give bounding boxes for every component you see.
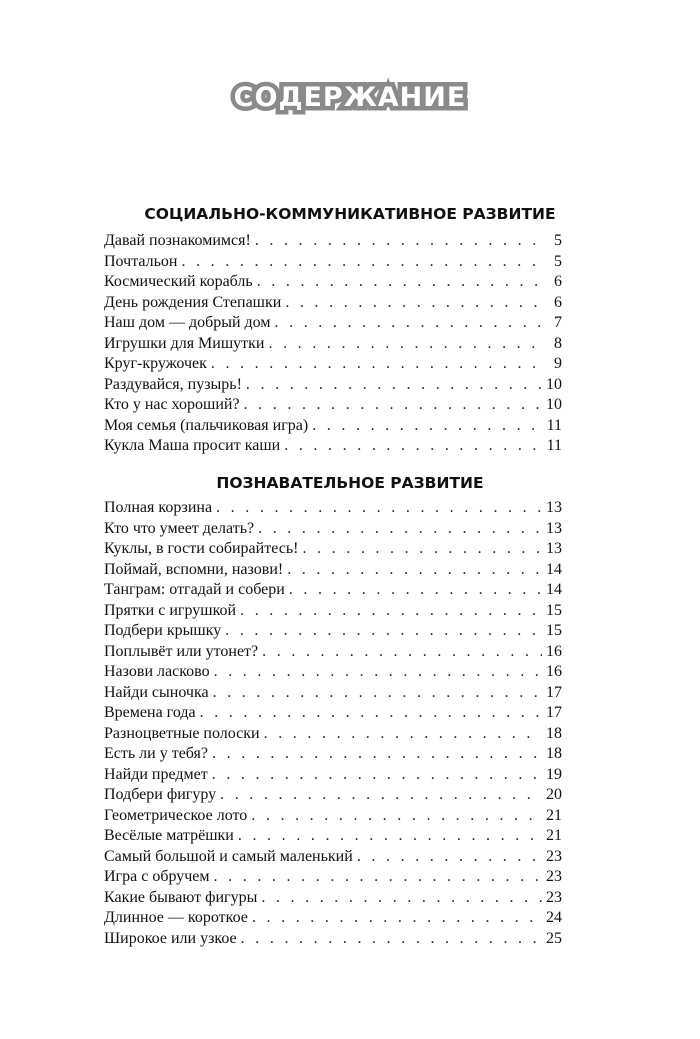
toc-entry-title: Есть ли у тебя? xyxy=(104,745,209,762)
toc-entry-title: Кукла Маша просит каши xyxy=(104,437,281,454)
toc-entry[interactable] xyxy=(104,765,562,786)
toc-entry[interactable] xyxy=(104,703,562,724)
dot-leader xyxy=(181,252,544,273)
toc-entry-page-number: 25 xyxy=(546,929,562,947)
dot-leader xyxy=(212,744,542,765)
toc-entry-page-number: 21 xyxy=(546,806,562,824)
toc-entry[interactable] xyxy=(104,683,562,704)
dot-leader xyxy=(258,519,542,540)
toc-list xyxy=(104,231,562,457)
toc-entry[interactable] xyxy=(104,929,562,950)
toc-entry[interactable] xyxy=(104,416,562,437)
toc-entry-title: Игра с обручем xyxy=(104,868,210,885)
toc-entry[interactable] xyxy=(104,888,562,909)
toc-entry-page-number: 11 xyxy=(546,416,562,434)
dot-leader xyxy=(262,642,542,663)
dot-leader xyxy=(285,293,544,314)
toc-entry[interactable] xyxy=(104,560,562,581)
toc-entry-title: Моя семья (пальчиковая игра) xyxy=(104,416,309,434)
toc-entry-title: Танграм: отгадай и собери xyxy=(104,581,285,598)
toc-entry-title: Поймай, вспомни, назови! xyxy=(104,560,284,578)
dot-leader xyxy=(289,580,542,601)
toc-entry[interactable] xyxy=(104,806,562,827)
toc-entry-title: Длинное — короткое xyxy=(104,909,248,926)
toc-entry-page-number: 7 xyxy=(554,314,562,331)
toc-entry-page-number: 18 xyxy=(546,724,562,742)
toc-entry-title: Подбери крышку xyxy=(104,622,222,639)
toc-entry-title: Широкое или узкое xyxy=(104,929,237,947)
page-title: СОДЕРЖАНИЕ xyxy=(233,82,467,113)
toc-entry[interactable] xyxy=(104,272,562,293)
dot-leader xyxy=(244,395,542,416)
toc-entry-title: Почтальон xyxy=(104,252,178,270)
section-heading: ПОЗНАВАТЕЛЬНОЕ РАЗВИТИЕ xyxy=(216,474,484,492)
toc-entry[interactable] xyxy=(104,580,562,601)
toc-entry-title: Кто что умеет делать? xyxy=(104,519,255,537)
toc-entry[interactable] xyxy=(104,724,562,745)
toc-entry-page-number: 13 xyxy=(546,540,562,557)
dot-leader xyxy=(264,724,542,745)
toc-entry-title: Полная корзина xyxy=(104,499,213,516)
toc-entry-page-number: 6 xyxy=(554,273,562,290)
dot-leader xyxy=(302,539,542,560)
toc-entry-title: Наш дом — добрый дом xyxy=(104,314,271,331)
toc-entry-page-number: 18 xyxy=(546,745,562,762)
dot-leader xyxy=(268,334,544,355)
toc-entry[interactable] xyxy=(104,601,562,622)
dot-leader xyxy=(312,416,542,437)
toc-entry-title: Времена года xyxy=(104,704,196,721)
toc-entry[interactable] xyxy=(104,498,562,519)
toc-entry-title: Прятки с игрушкой xyxy=(104,601,237,619)
toc-entry-page-number: 17 xyxy=(546,704,562,721)
toc-entry[interactable] xyxy=(104,621,562,642)
toc-entry-title: Давай познакомимся! xyxy=(104,232,251,249)
toc-entry-title: Космический корабль xyxy=(104,273,253,290)
toc-entry-page-number: 6 xyxy=(554,293,562,311)
toc-entry-title: Самый большой и самый маленький xyxy=(104,847,353,865)
toc-entry[interactable] xyxy=(104,662,562,683)
toc-entry-page-number: 13 xyxy=(546,499,562,516)
dot-leader xyxy=(225,621,542,642)
toc-entry-title: Подбери фигуру xyxy=(104,786,217,803)
dot-leader xyxy=(211,354,544,375)
toc-entry-page-number: 5 xyxy=(554,252,562,270)
dot-leader xyxy=(255,231,544,252)
dot-leader xyxy=(214,662,542,683)
toc-entry[interactable] xyxy=(104,231,562,252)
toc-entry-page-number: 15 xyxy=(546,601,562,619)
toc-entry-title: Куклы, в гости собирайтесь! xyxy=(104,540,299,557)
toc-entry-page-number: 23 xyxy=(546,888,562,906)
dot-leader xyxy=(214,867,542,888)
dot-leader xyxy=(238,826,542,847)
toc-entry-title: Найди предмет xyxy=(104,765,208,783)
toc-entry[interactable] xyxy=(104,313,562,334)
section-heading: СОЦИАЛЬНО-КОММУНИКАТИВНОЕ РАЗВИТИЕ xyxy=(144,205,556,223)
toc-entry[interactable] xyxy=(104,847,562,868)
toc-entry-page-number: 17 xyxy=(546,683,562,701)
toc-entry-page-number: 24 xyxy=(546,909,562,926)
toc-entry-page-number: 21 xyxy=(546,827,562,844)
toc-entry-page-number: 8 xyxy=(554,334,562,352)
toc-entry-title: Игрушки для Мишутки xyxy=(104,334,265,352)
dot-leader xyxy=(246,375,542,396)
toc-entry-title: Назови ласково xyxy=(104,663,210,680)
toc-entry[interactable] xyxy=(104,826,562,847)
toc-entry-page-number: 23 xyxy=(546,847,562,865)
toc-entry-title: Круг-кружочек xyxy=(104,355,207,372)
toc-entry[interactable] xyxy=(104,436,562,457)
dot-leader xyxy=(275,313,545,334)
toc-entry[interactable] xyxy=(104,519,562,540)
toc-entry-title: Кто у нас хороший? xyxy=(104,396,240,413)
toc-list xyxy=(104,498,562,949)
toc-entry-page-number: 14 xyxy=(546,560,562,578)
dot-leader xyxy=(240,601,542,622)
toc-entry-page-number: 23 xyxy=(546,868,562,885)
toc-entry-page-number: 10 xyxy=(546,396,562,413)
toc-entry-title: Разноцветные полоски xyxy=(104,724,260,742)
toc-entry[interactable] xyxy=(104,375,562,396)
toc-entry-title: Поплывёт или утонет? xyxy=(104,642,259,660)
toc-entry-page-number: 16 xyxy=(546,642,562,660)
toc-entry-page-number: 13 xyxy=(546,519,562,537)
dot-leader xyxy=(213,683,542,704)
toc-entry[interactable] xyxy=(104,785,562,806)
toc-entry-page-number: 20 xyxy=(546,786,562,803)
toc-entry[interactable] xyxy=(104,252,562,273)
dot-leader xyxy=(200,703,542,724)
dot-leader xyxy=(252,908,542,929)
toc-entry-title: Какие бывают фигуры xyxy=(104,888,258,906)
toc-entry-title: День рождения Степашки xyxy=(104,293,282,311)
toc-entry[interactable] xyxy=(104,293,562,314)
dot-leader xyxy=(357,847,542,868)
dot-leader xyxy=(261,888,542,909)
toc-entry[interactable] xyxy=(104,334,562,355)
dot-leader xyxy=(287,560,542,581)
toc-entry[interactable] xyxy=(104,908,562,929)
toc-entry-title: Геометрическое лото xyxy=(104,806,248,824)
dot-leader xyxy=(251,806,542,827)
dot-leader xyxy=(220,785,542,806)
toc-entry-page-number: 15 xyxy=(546,622,562,639)
toc-entry-page-number: 19 xyxy=(546,765,562,783)
toc-entry-page-number: 9 xyxy=(554,355,562,372)
dot-leader xyxy=(216,498,542,519)
toc-entry-page-number: 5 xyxy=(554,232,562,249)
toc-entry[interactable] xyxy=(104,539,562,560)
toc-entry[interactable] xyxy=(104,867,562,888)
dot-leader xyxy=(212,765,542,786)
toc-entry-title: Весёлые матрёшки xyxy=(104,827,234,844)
toc-entry[interactable] xyxy=(104,744,562,765)
toc-entry-page-number: 16 xyxy=(546,663,562,680)
toc-entry[interactable] xyxy=(104,395,562,416)
toc-entry-title: Раздувайся, пузырь! xyxy=(104,375,242,393)
toc-entry-page-number: 10 xyxy=(546,375,562,393)
dot-leader xyxy=(284,436,542,457)
toc-entry-page-number: 11 xyxy=(546,437,562,454)
toc-entry[interactable] xyxy=(104,642,562,663)
toc-entry-page-number: 14 xyxy=(546,581,562,598)
toc-entry-title: Найди сыночка xyxy=(104,683,209,701)
dot-leader xyxy=(257,272,544,293)
toc-entry[interactable] xyxy=(104,354,562,375)
dot-leader xyxy=(241,929,542,950)
